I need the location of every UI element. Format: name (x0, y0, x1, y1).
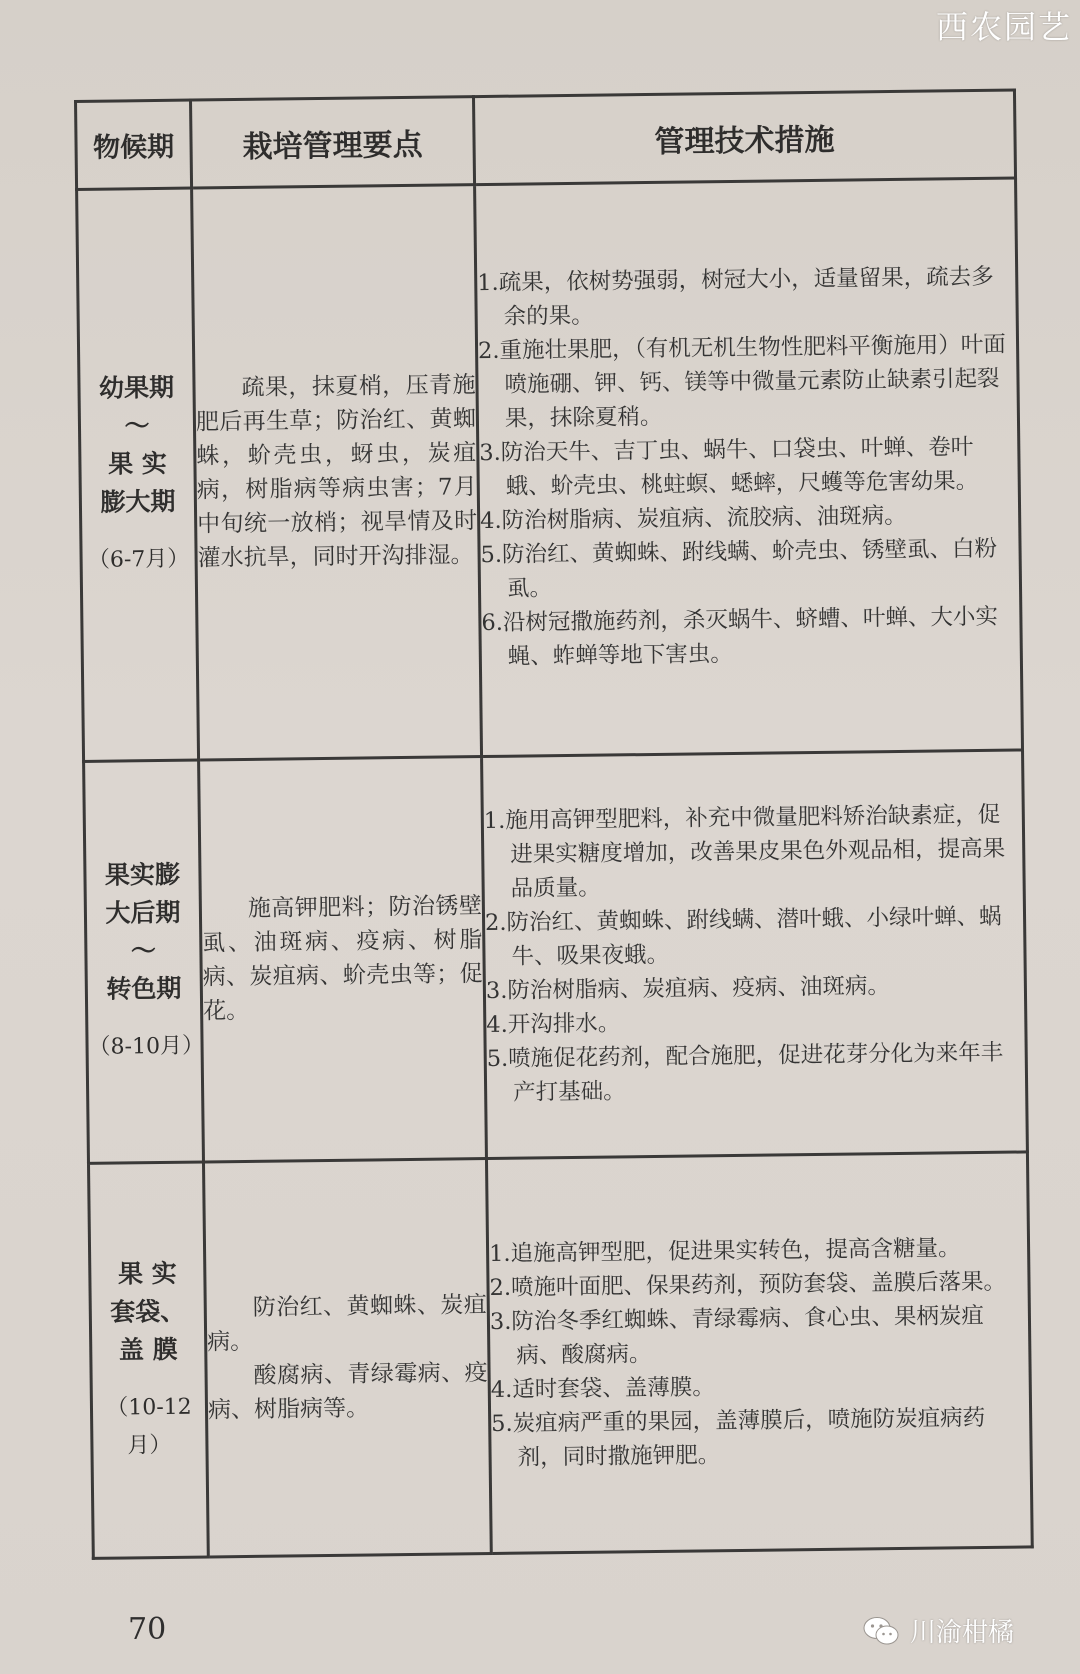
measures-cell (486, 1152, 1032, 1554)
measure-item: 2.防治红、黄蜘蛛、跗线螨、潜叶蛾、小绿叶蝉、蜗牛、吸果夜蛾。 (484, 904, 1002, 971)
measures-list (484, 798, 1026, 1111)
page-number: 70 (128, 1612, 167, 1647)
measures-cell (475, 178, 1023, 757)
period-line: ～ (130, 936, 157, 966)
period-line: 幼果期 (98, 373, 175, 404)
measure-item: 4.防治树脂病、炭疽病、流胶病、油斑病。 (480, 503, 907, 535)
measure-item: 5.炭疽病严重的果园，盖薄膜后，喷施防炭疽病药剂，同时撒施钾肥。 (491, 1404, 986, 1471)
period-line: 膨大期 (100, 487, 176, 518)
points-text: 疏果，抹夏梢，压青施肥后再生草；防治红、黄蜘蛛，蚧壳虫，蚜虫，炭疽病，树脂病等病虫害；7月中旬统一放梢；视旱情及时灌水抗旱，同时开沟排湿。 (195, 372, 478, 573)
wechat-icon (862, 1615, 900, 1647)
points-text: 施高钾肥料；防治锈壁虱、油斑病、疫病、树脂病、炭疽病、蚧壳虫等；促花。 (202, 893, 483, 1025)
period-dates: （8-10月） (88, 1033, 205, 1061)
measure-item: 6.沿树冠撒施药剂，杀灭蜗牛、蛴螬、叶蝉、大小实蝇、蚱蝉等地下害虫。 (481, 604, 999, 671)
measures-list (489, 1230, 1030, 1475)
table-row (77, 178, 1023, 761)
points-text: 酸腐病、青绿霉病、疫病、树脂病等。 (207, 1359, 488, 1424)
measure-item: 1.追施高钾型肥，促进果实转色，提高含糖量。 (488, 1235, 961, 1267)
header-technical-measures: 管理技术措施 (473, 90, 1015, 185)
period-line: 果 实 (117, 1258, 177, 1289)
points-cell (203, 1158, 491, 1557)
period-line: 大后期 (105, 898, 181, 928)
period-line: 果 实 (107, 449, 167, 480)
measure-item: 1.施用高钾型肥料，补充中微量肥料矫治缺素症，促进果实糖度增加，改善果皮果色外观品相，提高果品质量。 (483, 802, 1006, 903)
measure-item: 2.喷施叶面肥、保果药剂，预防套袋、盖膜后落果。 (489, 1268, 1007, 1301)
table-row (88, 1152, 1032, 1559)
management-table (74, 88, 1034, 1559)
points-cell (199, 757, 487, 1162)
account-name: 川渝柑橘 (909, 1618, 1014, 1648)
period-line: 转色期 (106, 974, 182, 1004)
period-cell (88, 1162, 208, 1559)
measure-item: 3.防治冬季红蜘蛛、青绿霉病、食心虫、果柄炭疽病、酸腐病。 (489, 1302, 985, 1369)
points-text: 防治红、黄蜘蛛、炭疽病。 (207, 1291, 487, 1356)
measure-item: 3.防治树脂病、炭疽病、疫病、油斑病。 (485, 973, 891, 1005)
period-line: 套袋、 (110, 1296, 186, 1327)
measure-item: 5.防治红、黄蜘蛛、跗线螨、蚧壳虫、锈壁虱、白粉虱。 (480, 536, 998, 603)
points-cell (192, 185, 482, 760)
measure-item: 2.重施壮果肥，（有机无机生物性肥料平衡施用）叶面喷施硼、钾、钙、镁等中微量元素防止缺素引起裂果，抹除夏稍。 (477, 332, 1006, 433)
table-row (84, 750, 1028, 1163)
period-dates: （10-12月） (106, 1394, 192, 1459)
header-phenology: 物候期 (76, 100, 192, 189)
period-line: 果实膨 (104, 860, 181, 890)
period-cell (84, 760, 204, 1163)
measures-cell (482, 750, 1028, 1158)
measure-item: 3.防治天牛、吉丁虫、蜗牛、口袋虫、叶蝉、卷叶蛾、蚧壳虫、桃蛀螟、蟋蟀，尺蠖等危害幼果。 (479, 434, 979, 501)
period-line: 盖 膜 (118, 1334, 178, 1365)
measure-item: 4.适时套袋、盖薄膜。 (490, 1374, 715, 1403)
measure-item: 1.疏果，依树势强弱，树冠大小，适量留果，疏去多余的果。 (477, 264, 994, 331)
period-dates: （6-7月） (87, 547, 190, 574)
measure-item: 5.喷施促花药剂，配合施肥，促进花芽分化为来年丰产打基础。 (486, 1040, 1004, 1107)
measure-item: 4.开沟排水。 (486, 1010, 621, 1039)
header-cultivation-points: 栽培管理要点 (191, 97, 475, 188)
period-line: ～ (124, 411, 150, 441)
header-row (76, 90, 1016, 189)
measures-list (477, 260, 1020, 675)
watermark: 西农园艺 (935, 8, 1072, 46)
period-cell (77, 188, 199, 761)
account-badge (862, 1612, 1014, 1649)
